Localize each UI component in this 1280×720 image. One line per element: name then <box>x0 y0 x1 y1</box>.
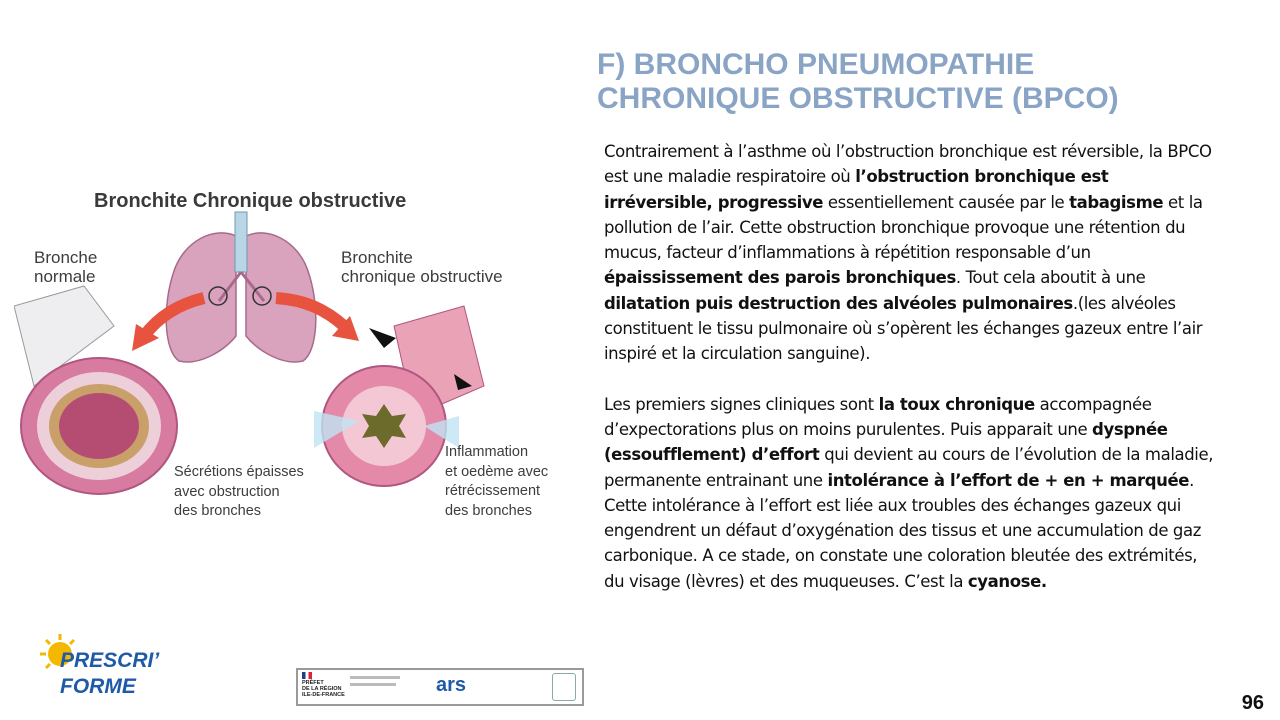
logo-line: DE LA RÉGION <box>302 686 342 692</box>
page-number: 96 <box>1241 692 1264 714</box>
prefet-logo-text <box>302 680 345 698</box>
label-normal <box>34 248 97 286</box>
slide-title <box>597 48 1257 116</box>
paragraph-2 <box>604 392 1214 493</box>
logo-line: PRESCRI’ <box>60 649 160 672</box>
bold-run: la toux chronique <box>878 394 1035 414</box>
label-line: Inflammation <box>445 444 529 460</box>
text-run: . Tout cela aboutit à une <box>955 268 1146 288</box>
emblem-icon <box>552 673 576 701</box>
label-line: Sécrétions épaisses <box>174 464 304 480</box>
body-text <box>604 139 1214 594</box>
label-line: Bronchite <box>341 248 413 267</box>
text-run: . <box>1189 470 1194 490</box>
small-text-placeholder <box>350 683 396 686</box>
small-text-placeholder <box>350 676 400 679</box>
label-secretions <box>174 463 304 522</box>
label-inflammation <box>445 443 548 521</box>
paragraph-gap <box>604 367 1214 392</box>
label-line: chronique obstructive <box>341 267 503 286</box>
bold-run: dilatation puis destruction des alvéoles pulmonaires <box>604 293 1073 313</box>
label-line: normale <box>34 267 96 286</box>
bold-run: l’obstruction bronchique est irréversible, progressive <box>604 167 1109 212</box>
paragraph-1 <box>604 139 1214 367</box>
bold-run: intolérance à l’effort de + en + marquée <box>827 470 1190 490</box>
paragraph-3 <box>604 493 1214 594</box>
bold-run: cyanose. <box>967 571 1047 591</box>
bold-run: tabagisme <box>1069 192 1164 212</box>
text-run: accompagnée d’expectorations plus on moins purulentes. Puis apparait une <box>604 394 1152 439</box>
label-line: rétrécissement <box>445 483 541 499</box>
normal-bronchus-icon <box>14 286 177 494</box>
label-line: avec obstruction <box>174 483 280 500</box>
partner-logos-bar <box>296 668 584 706</box>
logo-line: FORME <box>60 675 136 698</box>
logo-line: ILE-DE-FRANCE <box>302 692 345 698</box>
label-line: des bronches <box>445 502 533 519</box>
illustration-title: Bronchite Chronique obstructive <box>94 190 407 212</box>
text-run: qui devient au cours de l’évolution de la maladie, permanente entrainant une <box>604 445 1214 490</box>
lungs-icon <box>166 212 316 362</box>
text-run: Contrairement à l’asthme où l’obstruction bronchique est réversible, la BPCO est une maladie respiratoire où <box>604 142 1212 187</box>
prescriforme-logo <box>38 632 160 710</box>
text-run: essentiellement causée par le <box>823 192 1070 212</box>
slide-title-line-2: CHRONIQUE OBSTRUCTIVE (BPCO) <box>597 82 1119 115</box>
ars-logo: ars <box>436 674 467 696</box>
prescriforme-text <box>60 648 159 700</box>
logo-line: PRÉFET <box>302 680 324 686</box>
black-arrow-top-icon <box>369 328 396 348</box>
bpco-illustration <box>14 186 564 522</box>
text-run: Cette intolérance à l’effort est liée aux troubles des échanges gazeux qui engendrent un défaut d’oxygénation des tissus et une accumulation de gaz carbonique. A ce stade, on constate une coloration bleutée des extrémités, du visage (lèvres) et des muqueuses. C’est la <box>604 495 1201 591</box>
text-run: .(les alvéoles constituent le tissu pulmonaire où s’opèrent les échanges gazeux entre l’air inspiré et la circulation sanguine). <box>604 293 1203 364</box>
label-line: des bronches <box>174 503 262 519</box>
label-line: et oedème avec <box>445 463 549 480</box>
text-run: Les premiers signes cliniques sont <box>604 394 879 414</box>
flag-icon <box>302 672 312 679</box>
bold-run: épaississement des parois bronchiques <box>604 268 956 288</box>
slide-title-line-1: F) BRONCHO PNEUMOPATHIE <box>597 48 1035 81</box>
label-line: Bronche <box>34 248 98 267</box>
label-copd <box>341 248 503 286</box>
text-run: et la pollution de l’air. Cette obstruction bronchique provoque une rétention du mucus, facteur d’inflammations à répétition responsable d’un <box>604 192 1203 263</box>
bold-run: dyspnée (essoufflement) d’effort <box>604 419 1168 465</box>
